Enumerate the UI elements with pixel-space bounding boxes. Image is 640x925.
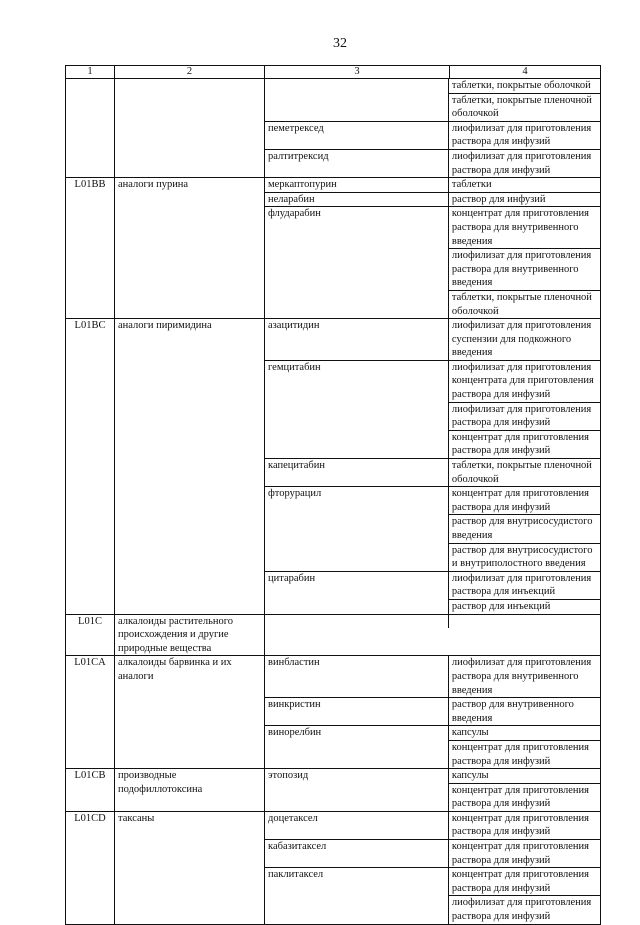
- drug-entry: [265, 361, 600, 459]
- dosage-forms: [449, 656, 600, 697]
- group-name: аналоги пурина: [114, 178, 264, 318]
- dosage-form: раствор для внутрисосудистого введения: [449, 515, 600, 543]
- drug-name: этопозид: [265, 769, 449, 811]
- dosage-form: концентрат для приготовления раствора для инфузий: [449, 487, 600, 515]
- dosage-form: лиофилизат для приготовления суспензии для подкожного введения: [451, 320, 592, 359]
- drug-name: винорелбин: [265, 726, 449, 768]
- dosage-forms: [449, 698, 600, 725]
- drug-list: [264, 615, 601, 656]
- dosage-forms: [449, 79, 600, 121]
- drug-name: [265, 615, 449, 628]
- atc-code: L01CB: [65, 769, 114, 811]
- drug-entry: [265, 79, 600, 122]
- dosage-form: концентрат для приготовления раствора для инфузий: [451, 841, 589, 866]
- dosage-form: раствор для инъекций: [451, 600, 551, 612]
- dosage-form: капсулы: [449, 769, 600, 784]
- atc-code: [65, 79, 114, 177]
- dosage-forms: [449, 812, 600, 839]
- dosage-form: капсулы: [449, 726, 600, 741]
- drug-name: винкристин: [265, 698, 449, 725]
- dosage-form: таблетки, покрытые пленочной оболочкой: [451, 291, 592, 317]
- dosage-forms: [449, 572, 600, 614]
- group-name: аналоги пиримидина: [114, 319, 264, 613]
- header-col-1: 1: [65, 66, 114, 78]
- dosage-form: лиофилизат для приготовления концентрата для приготовления раствора для инфузий: [449, 361, 600, 403]
- drug-entry: [265, 769, 600, 811]
- dosage-forms: [449, 868, 600, 923]
- drug-entry: [265, 656, 600, 698]
- drug-entry: [265, 698, 600, 726]
- dosage-form: [449, 615, 600, 628]
- page-number: 32: [333, 36, 347, 51]
- dosage-form: лиофилизат для приготовления раствора для внутривенного введения: [451, 657, 592, 696]
- drug-list: [264, 656, 601, 768]
- dosage-form: концентрат для приготовления раствора для инфузий: [451, 431, 589, 457]
- table-row: [65, 319, 601, 614]
- drug-entry: [265, 840, 600, 868]
- drug-entry: [265, 122, 600, 150]
- dosage-form: раствор для внутривенного введения: [451, 699, 574, 724]
- dosage-forms: [449, 769, 600, 811]
- drug-list: [264, 812, 601, 924]
- dosage-form: концентрат для приготовления раствора для инфузий: [451, 812, 589, 838]
- table-header-row: [65, 65, 601, 79]
- drug-list: [264, 769, 601, 811]
- dosage-forms: [449, 487, 600, 571]
- drug-name: меркаптопурин: [265, 178, 449, 192]
- drug-entry: [265, 487, 600, 572]
- dosage-forms: [449, 459, 600, 486]
- table-row: [65, 656, 601, 769]
- dosage-form: концентрат для приготовления раствора для инфузий: [451, 784, 589, 810]
- drug-name: паклитаксел: [265, 868, 449, 923]
- dosage-forms: [449, 615, 600, 628]
- drug-list: [264, 178, 601, 318]
- atc-code: L01CD: [65, 812, 114, 924]
- dosage-form: лиофилизат для приготовления раствора для инфузий: [451, 897, 592, 923]
- drug-name: флударабин: [265, 207, 449, 318]
- drug-entry: [265, 178, 600, 193]
- dosage-form: таблетки, покрытые оболочкой: [449, 79, 600, 94]
- drug-name: доцетаксел: [265, 812, 449, 839]
- dosage-forms: [449, 361, 600, 458]
- drug-name: неларабин: [265, 193, 449, 207]
- group-name: [114, 79, 264, 177]
- header-col-4: 4: [449, 66, 601, 78]
- dosage-form: таблетки: [451, 179, 492, 191]
- dosage-form: лиофилизат для приготовления раствора для инфузий: [451, 122, 592, 148]
- drug-name: капецитабин: [265, 459, 449, 486]
- dosage-form: концентрат для приготовления раствора для инфузий: [451, 741, 589, 767]
- drug-name: ралтитрексид: [265, 150, 449, 177]
- drug-name: гемцитабин: [265, 361, 449, 458]
- atc-code: L01C: [65, 615, 114, 656]
- dosage-form: лиофилизат для приготовления раствора для инфузий: [449, 403, 600, 431]
- drug-entry: [265, 868, 600, 923]
- table-row: [65, 615, 601, 657]
- dosage-form: лиофилизат для приготовления раствора для инъекций: [449, 572, 600, 600]
- table-row: [65, 769, 601, 812]
- drug-name: азацитидин: [265, 319, 449, 360]
- table-row: [65, 79, 601, 178]
- drug-name: [265, 79, 449, 121]
- drug-entry: [265, 572, 600, 614]
- dosage-forms: [449, 150, 600, 177]
- drug-table: [65, 65, 601, 925]
- dosage-form: раствор для инфузий: [451, 193, 546, 205]
- drug-name: фторурацил: [265, 487, 449, 571]
- header-col-2: 2: [114, 66, 264, 78]
- drug-entry: [265, 459, 600, 487]
- drug-name: цитарабин: [265, 572, 449, 614]
- header-col-3: 3: [264, 66, 449, 78]
- drug-entry: [265, 193, 600, 208]
- drug-entry: [265, 812, 600, 840]
- dosage-form: таблетки, покрытые пленочной оболочкой: [451, 460, 592, 485]
- drug-entry: [265, 207, 600, 318]
- drug-entry: [265, 150, 600, 177]
- dosage-forms: [449, 178, 600, 192]
- table-row: [65, 178, 601, 319]
- atc-code: L01BB: [65, 178, 114, 318]
- drug-name: кабазитаксел: [265, 840, 449, 867]
- drug-entry: [265, 726, 600, 768]
- group-name: алкалоиды барвинка и их аналоги: [114, 656, 264, 768]
- group-name: производные подофиллотоксина: [114, 769, 264, 811]
- dosage-forms: [449, 840, 600, 867]
- table-body: [65, 79, 601, 925]
- dosage-form: раствор для внутрисосудистого и внутриполостного введения: [451, 544, 593, 570]
- drug-list: [264, 319, 601, 613]
- drug-name: пеметрексед: [265, 122, 449, 149]
- dosage-form: концентрат для приготовления раствора для внутривенного введения: [449, 207, 600, 249]
- dosage-forms: [449, 193, 600, 207]
- drug-list: [264, 79, 601, 177]
- atc-code: L01CA: [65, 656, 114, 768]
- dosage-forms: [449, 319, 600, 360]
- dosage-forms: [449, 122, 600, 149]
- drug-entry: [265, 615, 600, 628]
- table-row: [65, 812, 601, 925]
- drug-name: винбластин: [265, 656, 449, 697]
- group-name: алкалоиды растительного происхождения и другие природные вещества: [114, 615, 264, 656]
- drug-entry: [265, 319, 600, 361]
- dosage-form: таблетки, покрытые пленочной оболочкой: [451, 94, 592, 120]
- dosage-form: лиофилизат для приготовления раствора для инфузий: [451, 150, 592, 176]
- dosage-form: концентрат для приготовления раствора для инфузий: [449, 868, 600, 896]
- dosage-form: лиофилизат для приготовления раствора для внутривенного введения: [449, 249, 600, 291]
- dosage-forms: [449, 207, 600, 318]
- atc-code: L01BC: [65, 319, 114, 613]
- dosage-forms: [449, 726, 600, 768]
- group-name: таксаны: [114, 812, 264, 924]
